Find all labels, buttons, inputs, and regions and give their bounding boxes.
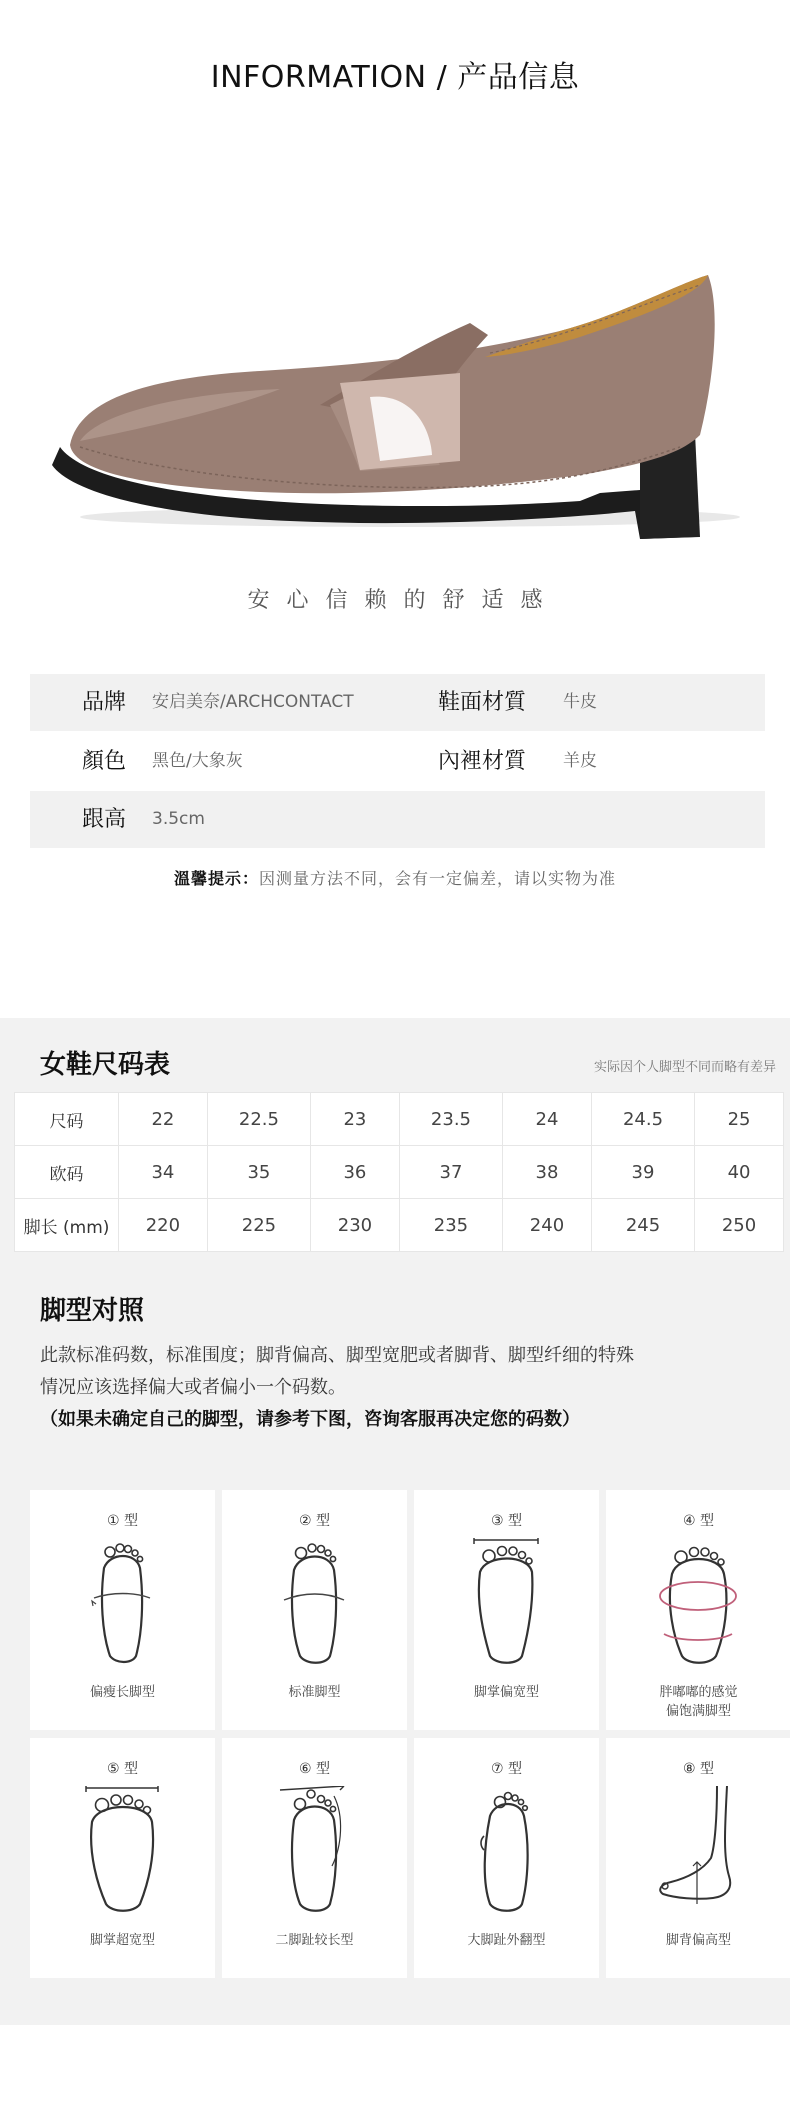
foot-type-caption: 脚掌偏宽型 bbox=[473, 1685, 539, 1700]
color-value: 黑色/大象灰 bbox=[152, 751, 243, 771]
table-cell: 230 bbox=[311, 1199, 400, 1252]
foot-type-card bbox=[606, 1738, 790, 1978]
spec-row-heel bbox=[30, 791, 765, 848]
table-cell: 25 bbox=[695, 1093, 784, 1146]
wide-forefoot-icon bbox=[466, 1538, 546, 1668]
table-cell: 24.5 bbox=[591, 1093, 694, 1146]
lining-material-value: 羊皮 bbox=[563, 751, 597, 771]
table-cell: 250 bbox=[695, 1199, 784, 1252]
heel-value: 3.5cm bbox=[152, 809, 205, 829]
foot-type-caption: 脚掌超宽型 bbox=[89, 1933, 155, 1948]
foot-type-caption: 大脚趾外翻型 bbox=[467, 1933, 546, 1948]
color-label: 顏色 bbox=[82, 749, 127, 774]
size-chart-title: 女鞋尺码表 bbox=[40, 1050, 171, 1080]
tagline: 安心信赖的舒适感 bbox=[247, 588, 560, 613]
foot-type-number: ⑥ 型 bbox=[298, 1761, 330, 1777]
heel-label: 跟高 bbox=[82, 807, 127, 832]
upper-material-label: 鞋面材質 bbox=[438, 690, 527, 715]
upper-material-value: 牛皮 bbox=[563, 692, 597, 712]
foot-type-title: 脚型对照 bbox=[40, 1296, 145, 1326]
notice-text: 因测量方法不同，会有一定偏差，请以实物为准 bbox=[259, 869, 617, 888]
extra-wide-foot-icon bbox=[82, 1786, 162, 1916]
description-line: 此款标准码数，标准围度；脚背偏高、脚型宽肥或者脚背、脚型纤细的特殊 bbox=[40, 1345, 634, 1366]
foot-type-description bbox=[40, 1340, 634, 1404]
table-cell: 225 bbox=[207, 1199, 310, 1252]
spec-row-brand bbox=[30, 674, 765, 731]
foot-type-number: ④ 型 bbox=[682, 1513, 714, 1529]
foot-type-advice: （如果未确定自己的脚型，请参考下图，咨询客服再决定您的码数） bbox=[40, 1409, 580, 1430]
row-header: 尺码 bbox=[15, 1093, 119, 1146]
table-cell: 35 bbox=[207, 1146, 310, 1199]
brand-value: 安启美奈/ARCHCONTACT bbox=[152, 692, 354, 712]
long-second-toe-icon bbox=[274, 1786, 354, 1916]
foot-type-number: ① 型 bbox=[106, 1513, 138, 1529]
standard-foot-icon bbox=[274, 1538, 354, 1668]
spec-row-color bbox=[30, 733, 765, 790]
table-cell: 24 bbox=[503, 1093, 592, 1146]
brand-label: 品牌 bbox=[82, 690, 127, 715]
foot-type-caption: 二脚趾较长型 bbox=[275, 1933, 354, 1948]
foot-type-card bbox=[414, 1738, 599, 1978]
foot-type-number: ⑤ 型 bbox=[106, 1761, 138, 1777]
row-header: 脚长 (mm) bbox=[15, 1199, 119, 1252]
description-line: 情况应该选择偏大或者偏小一个码数。 bbox=[40, 1377, 346, 1398]
size-chart-note: 实际因个人脚型不同而略有差异 bbox=[593, 1060, 776, 1075]
table-row bbox=[15, 1146, 784, 1199]
table-cell: 40 bbox=[695, 1146, 784, 1199]
foot-type-card bbox=[606, 1490, 790, 1730]
foot-type-card bbox=[30, 1738, 215, 1978]
foot-type-caption: 胖嘟嘟的感觉 偏饱满脚型 bbox=[659, 1685, 738, 1719]
foot-type-card bbox=[222, 1490, 407, 1730]
foot-type-caption: 脚背偏高型 bbox=[665, 1933, 731, 1948]
foot-type-number: ② 型 bbox=[298, 1513, 330, 1529]
table-cell: 240 bbox=[503, 1199, 592, 1252]
table-cell: 36 bbox=[311, 1146, 400, 1199]
foot-type-card bbox=[222, 1738, 407, 1978]
table-cell: 39 bbox=[591, 1146, 694, 1199]
foot-type-number: ③ 型 bbox=[490, 1513, 522, 1529]
table-cell: 22.5 bbox=[207, 1093, 310, 1146]
table-cell: 34 bbox=[119, 1146, 208, 1199]
page-title: INFORMATION / 产品信息 bbox=[210, 60, 580, 95]
table-cell: 23 bbox=[311, 1093, 400, 1146]
foot-type-number: ⑧ 型 bbox=[682, 1761, 714, 1777]
full-foot-icon bbox=[658, 1538, 738, 1668]
table-cell: 245 bbox=[591, 1199, 694, 1252]
size-table bbox=[14, 1092, 784, 1252]
high-instep-icon bbox=[642, 1786, 752, 1916]
slim-foot-icon bbox=[82, 1538, 162, 1668]
table-cell: 38 bbox=[503, 1146, 592, 1199]
foot-type-grid bbox=[30, 1490, 790, 1985]
shoe-image bbox=[40, 265, 760, 545]
notice-prefix: 溫馨提示： bbox=[173, 869, 259, 888]
foot-type-number: ⑦ 型 bbox=[490, 1761, 522, 1777]
table-cell: 235 bbox=[399, 1199, 502, 1252]
table-cell: 220 bbox=[119, 1199, 208, 1252]
measurement-notice bbox=[0, 866, 790, 889]
foot-type-card bbox=[30, 1490, 215, 1730]
table-cell: 22 bbox=[119, 1093, 208, 1146]
size-section bbox=[0, 1018, 790, 2025]
bunion-foot-icon bbox=[466, 1786, 546, 1916]
foot-type-caption: 偏瘦长脚型 bbox=[89, 1685, 155, 1700]
lining-material-label: 內裡材質 bbox=[438, 749, 527, 774]
foot-type-caption: 标准脚型 bbox=[288, 1685, 341, 1700]
table-cell: 23.5 bbox=[399, 1093, 502, 1146]
table-cell: 37 bbox=[399, 1146, 502, 1199]
table-row bbox=[15, 1093, 784, 1146]
table-row bbox=[15, 1199, 784, 1252]
foot-type-card bbox=[414, 1490, 599, 1730]
row-header: 欧码 bbox=[15, 1146, 119, 1199]
